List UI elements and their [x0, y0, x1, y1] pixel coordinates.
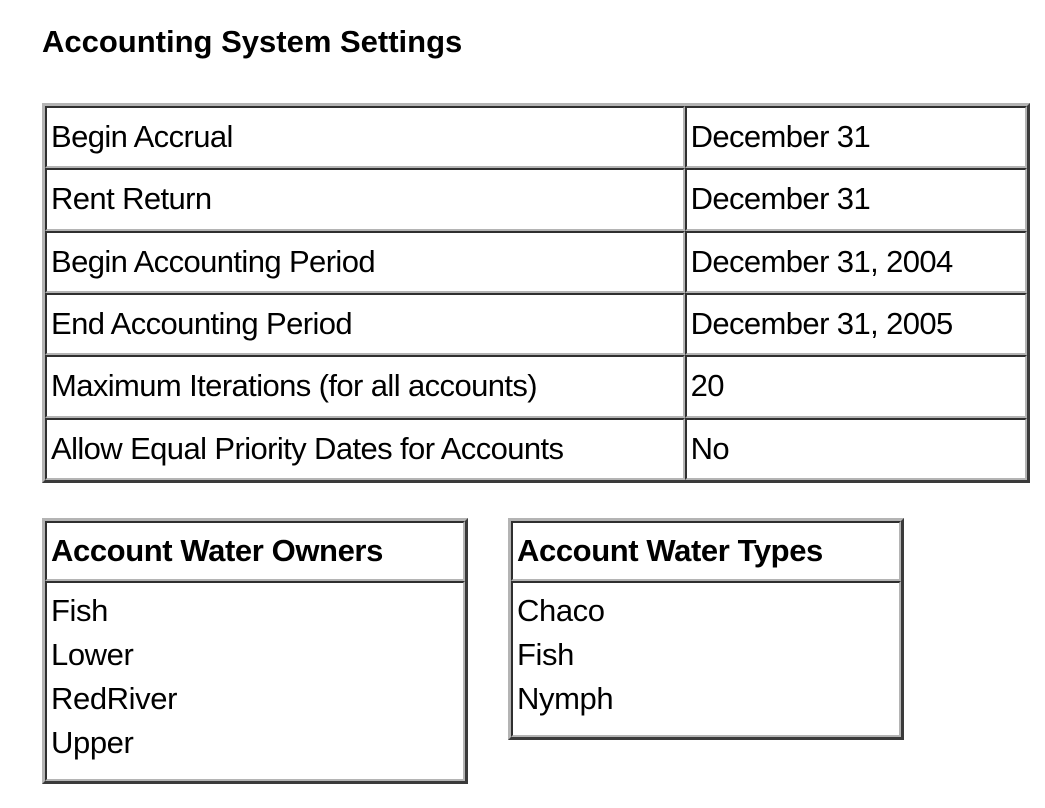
list-item: Fish	[517, 637, 574, 672]
table-row	[45, 418, 1027, 480]
setting-name-cell: Begin Accrual	[45, 106, 685, 168]
setting-value-cell: December 31	[685, 168, 1027, 230]
table-row	[45, 581, 465, 781]
water-types-header: Account Water Types	[511, 521, 901, 581]
page-title: Accounting System Settings	[42, 24, 463, 59]
water-owners-table	[42, 518, 468, 784]
setting-value-cell: December 31	[685, 106, 1027, 168]
table-row	[45, 231, 1027, 293]
setting-value-cell: December 31, 2004	[685, 231, 1027, 293]
list-item: Nymph	[517, 681, 614, 716]
water-types-table	[508, 518, 904, 740]
setting-value-cell: December 31, 2005	[685, 293, 1027, 355]
water-types-list	[511, 581, 901, 737]
table-row	[45, 106, 1027, 168]
table-row	[45, 355, 1027, 417]
table-header-row	[511, 521, 901, 581]
table-header-row	[45, 521, 465, 581]
table-row	[511, 581, 901, 737]
list-item: Lower	[51, 637, 134, 672]
setting-name-cell: Begin Accounting Period	[45, 231, 685, 293]
list-item: Fish	[51, 593, 108, 628]
setting-name-cell: Rent Return	[45, 168, 685, 230]
setting-name-cell: Allow Equal Priority Dates for Accounts	[45, 418, 685, 480]
list-item: RedRiver	[51, 681, 178, 716]
water-owners-header: Account Water Owners	[45, 521, 465, 581]
setting-name-cell: Maximum Iterations (for all accounts)	[45, 355, 685, 417]
water-owners-list	[45, 581, 465, 781]
table-row	[45, 168, 1027, 230]
setting-value-cell: No	[685, 418, 1027, 480]
setting-name-cell: End Accounting Period	[45, 293, 685, 355]
list-item: Upper	[51, 725, 134, 760]
setting-value-cell: 20	[685, 355, 1027, 417]
table-row	[45, 293, 1027, 355]
list-item: Chaco	[517, 593, 605, 628]
settings-table	[42, 103, 1030, 483]
